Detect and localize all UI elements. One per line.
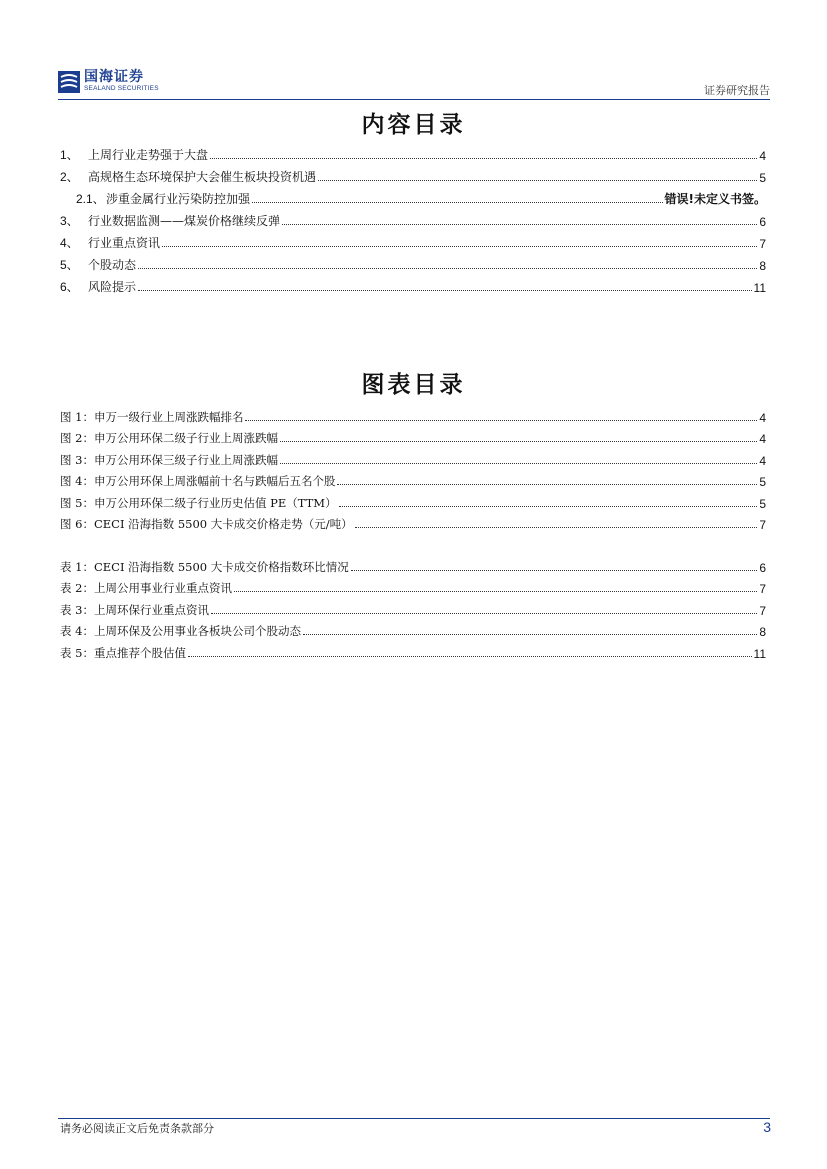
toc-item-page-error: 错误!未定义书签。 xyxy=(664,192,766,206)
toc-item-text: 行业数据监测——煤炭价格继续反弹 xyxy=(88,214,281,228)
footer-divider xyxy=(58,1118,770,1119)
toc-item[interactable]: 5、 个股动态 8 xyxy=(60,258,766,273)
figure-item-page: 7 xyxy=(759,518,766,532)
figure-item-text: 图 2：申万公用环保二级子行业上周涨跌幅 xyxy=(60,431,278,445)
brand-name-en: SEALAND SECURITIES xyxy=(84,85,159,92)
page-number: 3 xyxy=(763,1119,771,1135)
toc-item[interactable]: 2、 高规格生态环境保护大会催生板块投资机遇 5 xyxy=(60,170,766,185)
figure-item-page: 5 xyxy=(759,475,766,489)
leader-dots xyxy=(245,420,757,421)
figure-item-page: 4 xyxy=(759,453,766,468)
figure-item-page: 4 xyxy=(759,410,766,425)
toc-list xyxy=(60,141,766,295)
toc-item-page: 7 xyxy=(759,237,766,251)
header-divider xyxy=(58,99,770,100)
figure-item-text: 图 3：申万公用环保三级子行业上周涨跌幅 xyxy=(60,452,278,467)
leader-dots xyxy=(280,441,757,442)
figure-list xyxy=(60,403,766,661)
figure-item-text: 图 4：申万公用环保上周涨幅前十名与跌幅后五名个股 xyxy=(60,474,336,488)
toc-title: 内容目录 xyxy=(361,111,466,138)
leader-dots xyxy=(138,290,752,291)
table-item-page: 7 xyxy=(759,582,766,596)
table-item[interactable] xyxy=(60,618,766,640)
toc-item-page: 8 xyxy=(759,259,766,273)
table-item-page: 11 xyxy=(753,646,766,661)
leader-dots xyxy=(282,224,757,225)
toc-item[interactable]: 6、 风险提示 11 xyxy=(60,280,766,295)
leader-dots xyxy=(234,591,757,592)
table-item-text: 表 3：上周环保行业重点资讯 xyxy=(60,602,209,617)
figures-title: 图表目录 xyxy=(361,371,466,398)
toc-item-text: 高规格生态环境保护大会催生板块投资机遇 xyxy=(88,170,317,184)
toc-item-page: 5 xyxy=(759,171,766,185)
footer-disclaimer: 请务必阅读正文后免责条款部分 xyxy=(60,1122,214,1135)
toc-item-page: 4 xyxy=(759,149,766,163)
toc-item[interactable]: 3、 行业数据监测——煤炭价格继续反弹 6 xyxy=(60,214,766,229)
toc-item-page: 11 xyxy=(753,281,766,295)
leader-dots xyxy=(337,484,757,485)
leader-dots xyxy=(351,570,758,571)
figure-item[interactable] xyxy=(60,403,766,425)
figure-item-text: 图 5：申万公用环保二级子行业历史估值 PE（TTM） xyxy=(60,495,337,510)
toc-item-text: 上周行业走势强于大盘 xyxy=(88,148,209,162)
leader-dots xyxy=(318,180,757,181)
toc-item-text: 行业重点资讯 xyxy=(88,236,161,250)
figure-item[interactable] xyxy=(60,468,766,490)
table-item-text: 表 5：重点推荐个股估值 xyxy=(60,645,186,660)
table-item-text: 表 1：CECI 沿海指数 5500 大卡成交价格指数环比情况 xyxy=(60,559,349,574)
toc-item-text: 风险提示 xyxy=(88,280,137,294)
leader-dots xyxy=(210,158,757,159)
sealand-logo-icon xyxy=(58,71,80,93)
table-item[interactable] xyxy=(60,553,766,575)
leader-dots xyxy=(339,506,758,507)
brand-name-cn: 国海证券 xyxy=(84,69,144,85)
table-item[interactable] xyxy=(60,575,766,597)
figure-item-page: 4 xyxy=(759,432,766,446)
leader-dots xyxy=(188,656,752,657)
list-spacer xyxy=(60,532,766,553)
leader-dots xyxy=(280,463,757,464)
figure-item-text: 图 6：CECI 沿海指数 5500 大卡成交价格走势（元/吨） xyxy=(60,517,353,531)
table-item-text: 表 4：上周环保及公用事业各板块公司个股动态 xyxy=(60,624,301,638)
report-type-label: 证券研究报告 xyxy=(704,84,770,97)
table-item[interactable] xyxy=(60,596,766,618)
leader-dots xyxy=(138,268,757,269)
toc-subitem[interactable]: 2.1、 涉重金属行业污染防控加强 错误!未定义书签。 xyxy=(76,192,766,206)
leader-dots xyxy=(355,527,758,528)
toc-item-page: 6 xyxy=(759,215,766,229)
figure-item[interactable] xyxy=(60,446,766,468)
figure-item[interactable] xyxy=(60,425,766,447)
figure-item[interactable] xyxy=(60,511,766,533)
toc-item[interactable]: 4、 行业重点资讯 7 xyxy=(60,236,766,251)
toc-item-text: 涉重金属行业污染防控加强 xyxy=(106,192,251,206)
toc-item-text: 个股动态 xyxy=(88,258,137,272)
table-item-page: 6 xyxy=(759,560,766,575)
leader-dots xyxy=(162,246,757,247)
brand-logo xyxy=(58,70,159,93)
table-item[interactable] xyxy=(60,639,766,661)
table-item-page: 8 xyxy=(759,625,766,639)
table-item-text: 表 2：上周公用事业行业重点资讯 xyxy=(60,581,232,595)
toc-item[interactable]: 1、 上周行业走势强于大盘 4 xyxy=(60,148,766,163)
figure-item-text: 图 1：申万一级行业上周涨跌幅排名 xyxy=(60,409,244,424)
leader-dots xyxy=(211,613,757,614)
figure-item[interactable] xyxy=(60,489,766,511)
leader-dots xyxy=(303,634,757,635)
page-header xyxy=(58,68,770,98)
figure-item-page: 5 xyxy=(759,496,766,511)
leader-dots xyxy=(252,202,663,203)
table-item-page: 7 xyxy=(759,603,766,618)
